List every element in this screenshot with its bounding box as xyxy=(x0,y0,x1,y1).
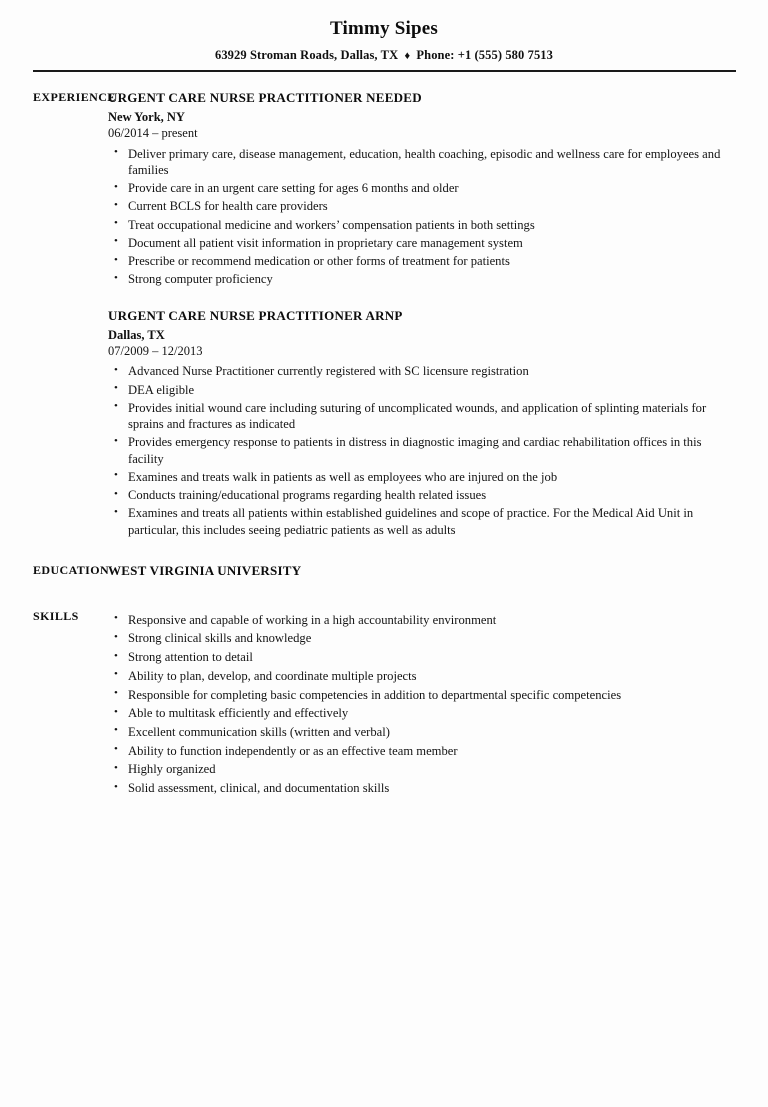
header-divider xyxy=(33,70,736,72)
list-item: • Provide care in an urgent care setting for ages 6 months and older xyxy=(108,180,740,196)
list-item: • Able to multitask efficiently and effectively xyxy=(108,705,740,721)
section-label-education: EDUCATION xyxy=(33,562,110,577)
section-label-skills: SKILLS xyxy=(33,609,79,624)
list-item: • Examines and treats walk in patients as well as employees who are injured on the job xyxy=(108,469,740,485)
school-name: WEST VIRGINIA UNIVERSITY xyxy=(108,562,302,578)
list-item: • Provides initial wound care including suturing of uncomplicated wounds, and application of splinting materials for sprains and fractures as indicated xyxy=(108,400,740,432)
list-item: • Treat occupational medicine and workers’ compensation patients in both settings xyxy=(108,217,740,233)
list-item: • Responsive and capable of working in a high accountability environment xyxy=(108,612,740,628)
skills-section xyxy=(0,609,768,796)
job-dates: 06/2014 – present xyxy=(108,126,198,141)
job-bullet-list xyxy=(108,363,740,537)
section-label-experience: EXPERIENCE xyxy=(33,89,116,104)
list-item: • Current BCLS for health care providers xyxy=(108,198,740,214)
candidate-name: Timmy Sipes xyxy=(330,18,438,39)
contact-address: 63929 Stroman Roads, Dallas, TX xyxy=(214,47,399,62)
job-title: URGENT CARE NURSE PRACTITIONER NEEDED xyxy=(108,89,422,105)
education-content xyxy=(108,563,768,579)
list-item: • Prescribe or recommend medication or other forms of treatment for patients xyxy=(108,253,740,269)
list-item: • Deliver primary care, disease management, education, health coaching, episodic and wellness care for employees and families xyxy=(108,146,740,178)
list-item: • Excellent communication skills (written and verbal) xyxy=(108,724,740,740)
contact-line xyxy=(0,48,768,63)
list-item: • Strong attention to detail xyxy=(108,649,740,665)
skills-content xyxy=(108,609,768,796)
list-item: • Provides emergency response to patients in distress in diagnostic imaging and cardiac rehabilitation offices in this facility xyxy=(108,434,740,466)
job-location: Dallas, TX xyxy=(108,327,165,342)
experience-entry xyxy=(108,90,740,288)
diamond-separator-icon: ♦ xyxy=(404,49,411,62)
experience-content xyxy=(108,90,768,538)
list-item: • Conducts training/educational programs regarding health related issues xyxy=(108,487,740,503)
contact-phone: Phone: +1 (555) 580 7513 xyxy=(416,47,554,62)
job-title: URGENT CARE NURSE PRACTITIONER ARNP xyxy=(108,307,403,323)
list-item: • DEA eligible xyxy=(108,382,740,398)
resume-body xyxy=(0,90,768,797)
list-item: • Advanced Nurse Practitioner currently registered with SC licensure registration xyxy=(108,363,740,379)
list-item: • Solid assessment, clinical, and documentation skills xyxy=(108,780,740,796)
resume-header xyxy=(0,0,768,72)
list-item: • Document all patient visit information in proprietary care management system xyxy=(108,235,740,251)
job-location: New York, NY xyxy=(108,110,185,125)
list-item: • Ability to function independently or as an effective team member xyxy=(108,743,740,759)
list-item: • Highly organized xyxy=(108,761,740,777)
experience-section xyxy=(0,90,768,538)
list-item: • Responsible for completing basic competencies in addition to departmental specific competencies xyxy=(108,687,740,703)
list-item: • Strong clinical skills and knowledge xyxy=(108,630,740,646)
education-section xyxy=(0,563,768,579)
list-item: • Ability to plan, develop, and coordinate multiple projects xyxy=(108,668,740,684)
experience-entry xyxy=(108,308,740,538)
list-item: • Strong computer proficiency xyxy=(108,271,740,287)
job-dates: 07/2009 – 12/2013 xyxy=(108,343,203,358)
job-bullet-list xyxy=(108,146,740,288)
skills-bullet-list xyxy=(108,612,740,797)
list-item: • Examines and treats all patients within established guidelines and scope of practice. For the Medical Aid Unit in particular, this includes seeing pediatric patients as well as adults xyxy=(108,505,740,537)
